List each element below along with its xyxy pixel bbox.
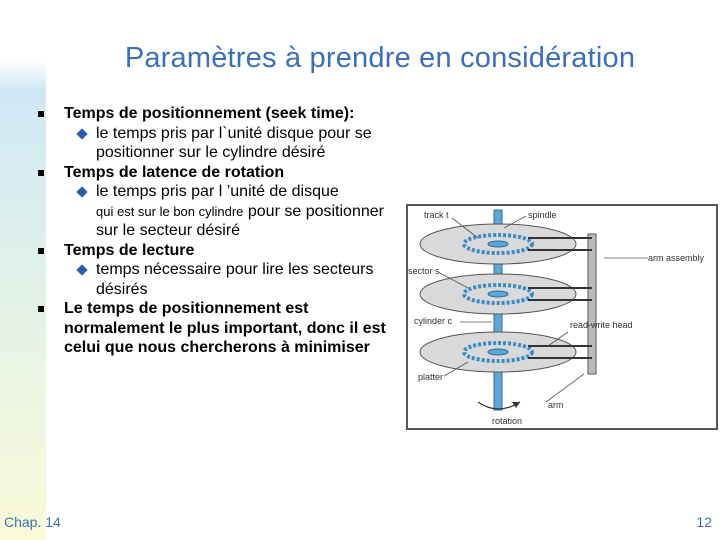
platter-3: [420, 332, 576, 372]
bullet-text: Temps de latence de rotation: [64, 163, 285, 181]
bullet-conclusion: [36, 299, 396, 358]
sub-bullet: [36, 260, 396, 299]
label-rotation: rotation: [492, 416, 523, 426]
bullet-text: Temps de positionnement (seek time):: [64, 105, 355, 122]
sub-bullet-text: temps nécessaire pour lire les secteurs désirés: [96, 261, 374, 298]
label-platter: platter: [418, 372, 444, 382]
diamond-bullet-icon: [76, 128, 87, 139]
bullet-seek-time: [36, 104, 396, 124]
footer-page-number: 12: [696, 514, 712, 530]
square-bullet-icon: [38, 170, 44, 176]
label-sector: sector s: [408, 266, 440, 276]
diamond-bullet-icon: [76, 186, 87, 197]
bullet-read-time: [36, 241, 396, 261]
rotation-arrowhead-icon: [512, 402, 520, 408]
sub-bullet-small-text: qui est sur le bon cylindre: [96, 203, 244, 219]
bullet-rotation-latency: [36, 163, 396, 183]
disk-diagram-svg: [408, 206, 716, 428]
sub-bullet-rest-text: pour se positionner sur le secteur désiré: [96, 202, 384, 239]
arm-assembly-post: [588, 234, 596, 374]
platter-2: [420, 274, 576, 314]
bullet-text: Temps de lecture: [64, 241, 195, 259]
square-bullet-icon: [38, 306, 44, 312]
label-arm-assembly: arm assembly: [648, 253, 705, 263]
disk-diagram: [406, 204, 718, 430]
slide-title: Paramètres à prendre en considération: [124, 42, 636, 74]
label-cylinder: cylinder c: [414, 316, 453, 326]
label-arm: arm: [548, 400, 564, 410]
label-spindle: spindle: [528, 210, 557, 220]
label-track: track t: [424, 210, 449, 220]
square-bullet-icon: [38, 248, 44, 254]
sub-bullet: [36, 124, 396, 163]
bullet-list: [36, 104, 396, 358]
sub-bullet: [36, 182, 396, 241]
platter-1: [420, 224, 576, 264]
square-bullet-icon: [38, 111, 44, 117]
label-read-write-head: read-write head: [570, 320, 633, 330]
sub-bullet-text: le temps pris par l`unité disque pour se positionner sur le cylindre désiré: [96, 124, 372, 161]
diamond-bullet-icon: [76, 264, 87, 275]
bullet-text: Le temps de positionnement est normalement le plus important, donc il est celui que nous chercherons à minimiser: [64, 300, 386, 356]
sub-bullet-text: le temps pris par l ’unité de disque: [96, 183, 339, 200]
footer-chapter: Chap. 14: [4, 514, 61, 530]
